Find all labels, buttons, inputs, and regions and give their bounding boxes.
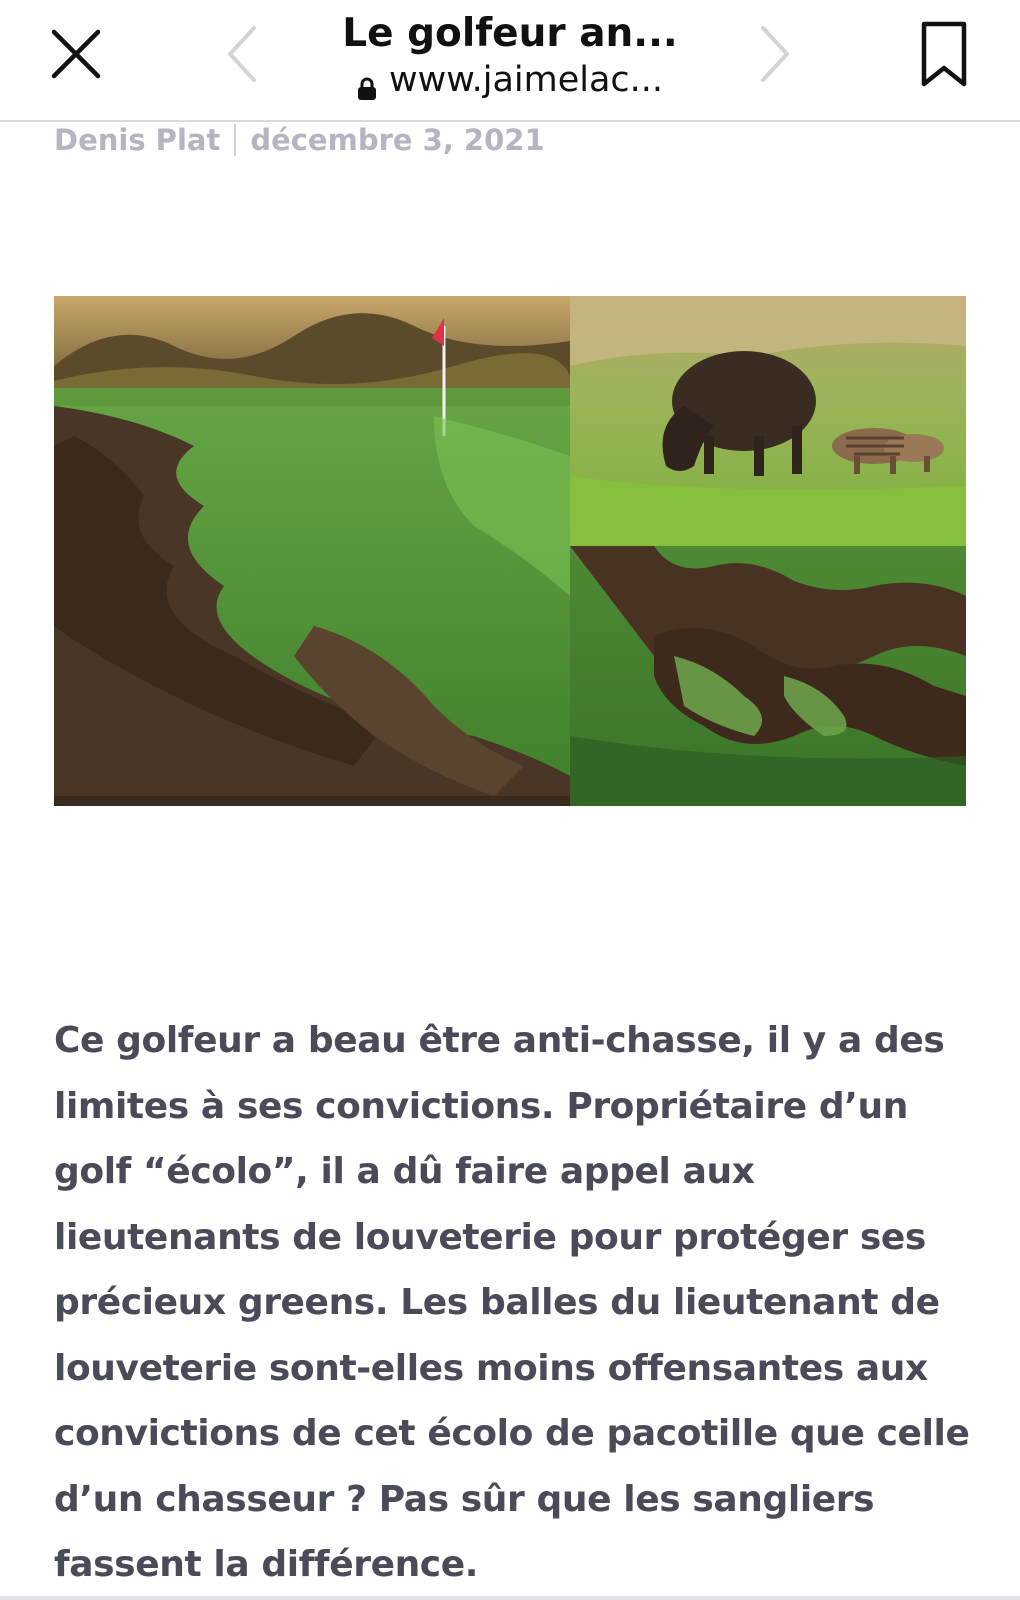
wild-boar-panel: [570, 296, 966, 546]
browser-top-bar: [0, 0, 1020, 122]
chevron-left-icon[interactable]: [222, 22, 262, 86]
article-meta: [54, 118, 545, 162]
golf-green-damaged-panel: [54, 296, 570, 806]
article-date: décembre 3, 2021: [250, 123, 545, 157]
page-title-block: [290, 10, 730, 102]
bookmark-icon[interactable]: [916, 18, 972, 90]
close-icon[interactable]: [48, 26, 104, 82]
article-image[interactable]: [54, 296, 966, 806]
lock-icon: [357, 68, 377, 92]
meta-divider: [234, 124, 236, 156]
turf-damage-panel: [570, 546, 966, 806]
url-text: www.jaimelac...: [388, 60, 664, 100]
article-body: Ce golfeur a beau être anti-chasse, il y a des limites à ses convictions. Propriétaire d’un golf “écolo”, il a dû faire appel aux lieutenants de louveterie pour protéger ses précieux greens. Les balles du lieutenant de louveterie sont-elles moins offensantes aux convictions de cet écolo de pacotille que celle d’un chasseur ? Pas sûr que les sangliers fassent la différence.: [54, 1020, 970, 1585]
article-author[interactable]: Denis Plat: [54, 123, 221, 157]
page-title: Le golfeur an...: [342, 11, 678, 56]
bottom-divider: [0, 1596, 1020, 1600]
url-bar[interactable]: [290, 58, 730, 102]
chevron-right-icon[interactable]: [755, 22, 795, 86]
